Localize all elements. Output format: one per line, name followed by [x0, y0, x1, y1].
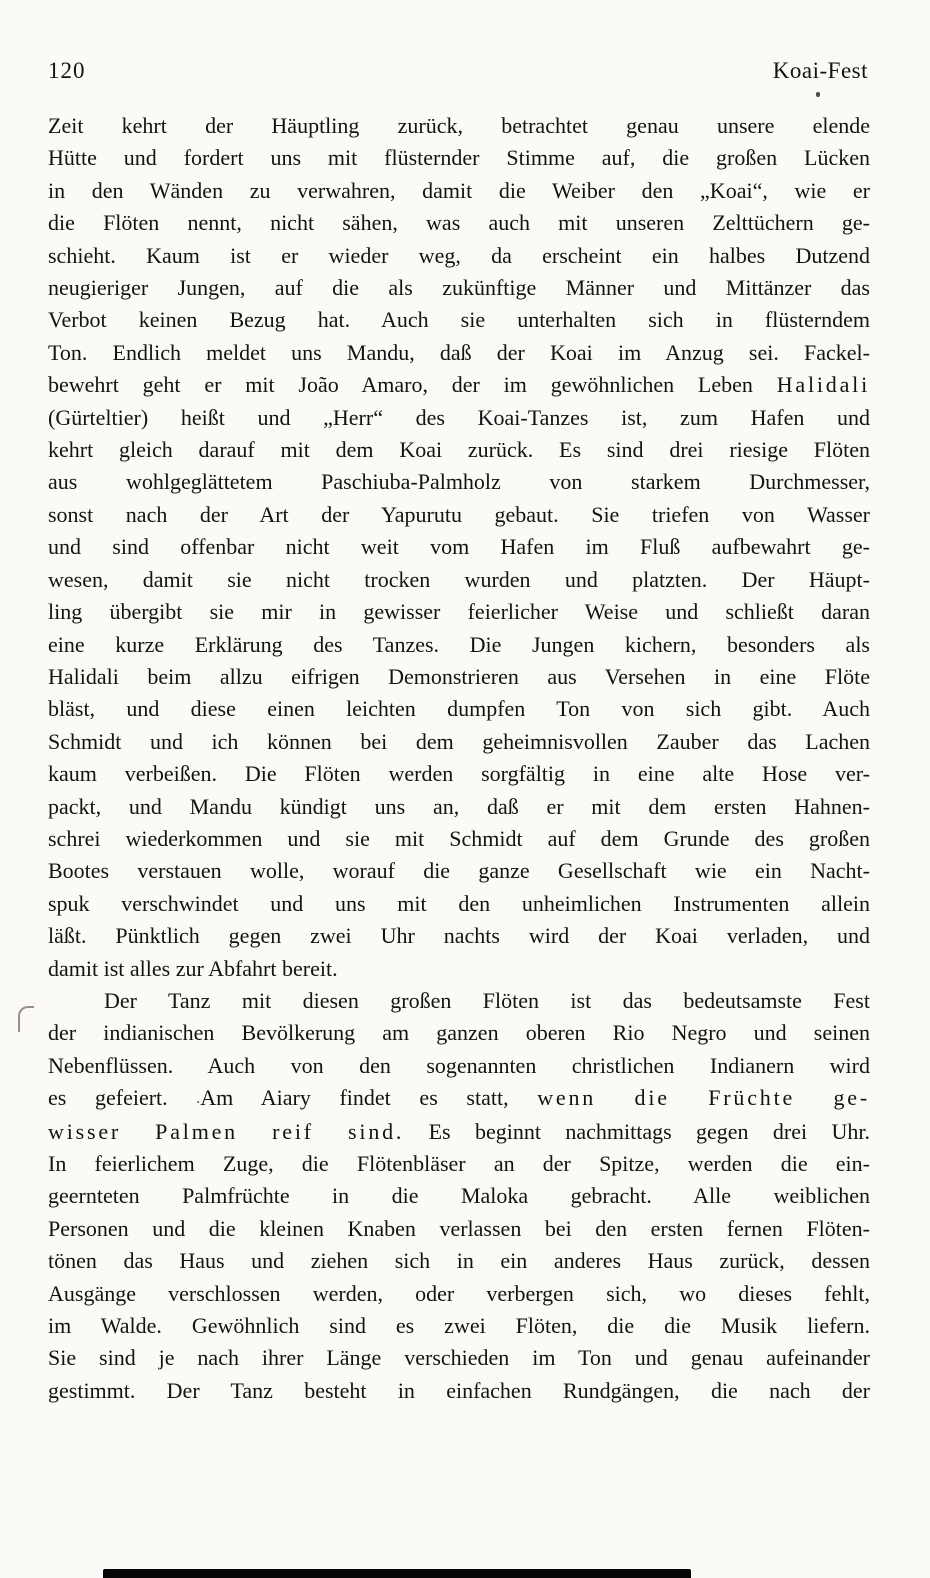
text-line: (Gürteltier) heißt und „Herr“ des Koai-Tanzes ist, zum Hafen und — [48, 404, 870, 430]
page-header — [0, 0, 930, 84]
text-line: Ton. Endlich meldet uns Mandu, daß der Koai im Anzug sei. Fackel- — [48, 339, 870, 365]
text-line: kehrt gleich darauf mit dem Koai zurück. Es sind drei riesige Flöten — [48, 437, 870, 463]
text-line: geernteten Palmfrüchte in die Maloka gebracht. Alle weiblichen — [48, 1183, 870, 1209]
text-line: Schmidt und ich können bei dem geheimnisvollen Zauber das Lachen — [48, 728, 870, 754]
text-line: spuk verschwindet und uns mit den unheimlichen Instrumenten allein — [48, 890, 870, 916]
text-line: gestimmt. Der Tanz besteht in einfachen Rundgängen, die nach der — [48, 1377, 870, 1403]
text-line — [48, 1082, 870, 1115]
text-segment: bewehrt geht er mit João Amaro, der im gewöhnlichen Leben — [48, 372, 777, 398]
text-segment: Es beginnt nachmittags gegen drei Uhr. — [404, 1118, 871, 1144]
text-line — [48, 1116, 870, 1148]
text-block — [48, 110, 870, 1407]
pencil-dot-mark: . — [196, 1090, 201, 1108]
text-line: Sie sind je nach ihrer Länge verschieden im Ton und genau aufeinander — [48, 1345, 870, 1371]
text-line — [48, 369, 870, 401]
text-segment: es gefeiert. — [48, 1085, 197, 1111]
text-line: bläst, und diese einen leichten dumpfen Ton von sich gibt. Auch — [48, 696, 870, 722]
running-header-title: Koai-Fest — [772, 58, 868, 83]
text-line: und sind offenbar nicht weit vom Hafen im Fluß aufbewahrt ge- — [48, 534, 870, 560]
letterspaced-emphasis-text: wenn die Früchte ge- — [537, 1085, 871, 1111]
text-line: Hütte und fordert uns mit flüsternder Stimme auf, die großen Lücken — [48, 145, 870, 171]
text-line: Halidali beim allzu eifrigen Demonstrieren aus Versehen in eine Flöte — [48, 663, 870, 689]
scan-artifact-bar — [103, 1569, 691, 1578]
text-line: Bootes verstauen wolle, worauf die ganze Gesellschaft wie ein Nacht- — [48, 858, 870, 884]
text-line: neugieriger Jungen, auf die als zukünftige Männer und Mittänzer das — [48, 275, 870, 301]
text-line: ling übergibt sie mir in gewisser feierlicher Weise und schließt daran — [48, 599, 870, 625]
text-line: kaum verbeißen. Die Flöten werden sorgfältig in eine alte Hose ver- — [48, 761, 870, 787]
text-line: aus wohlgeglättetem Paschiuba-Palmholz von starkem Durchmesser, — [48, 469, 870, 495]
text-line: Verbot keinen Bezug hat. Auch sie unterhalten sich in flüsterndem — [48, 307, 870, 333]
text-line: sonst nach der Art der Yapurutu gebaut. Sie triefen von Wasser — [48, 501, 870, 527]
text-line: Zeit kehrt der Häuptling zurück, betrachtet genau unsere elende — [48, 113, 870, 138]
text-line: die Flöten nennt, nicht sähen, was auch mit unseren Zelttüchern ge- — [48, 210, 870, 236]
text-line: Personen und die kleinen Knaben verlassen bei den ersten fernen Flöten- — [48, 1215, 870, 1241]
letterspaced-emphasis-text: wisser Palmen reif sind. — [48, 1118, 405, 1144]
text-line: schrei wiederkommen und sie mit Schmidt auf dem Grunde des großen — [48, 825, 870, 851]
text-line: Ausgänge verschlossen werden, oder verbergen sich, wo dieses fehlt, — [48, 1280, 870, 1306]
text-line: Der Tanz mit diesen großen Flöten ist das bedeutsamste Fest — [104, 987, 870, 1013]
page-number: 120 — [48, 58, 86, 83]
text-line: läßt. Pünktlich gegen zwei Uhr nachts wird der Koai verladen, und — [48, 923, 870, 949]
text-line: In feierlichem Zuge, die Flötenbläser an der Spitze, werden die ein- — [48, 1151, 870, 1176]
ink-speck-mark — [816, 92, 820, 97]
text-line: der indianischen Bevölkerung am ganzen oberen Rio Negro und seinen — [48, 1020, 870, 1046]
text-line: eine kurze Erklärung des Tanzes. Die Jungen kichern, besonders als — [48, 631, 870, 657]
text-line: packt, und Mandu kündigt uns an, daß er mit dem ersten Hahnen- — [48, 793, 870, 819]
text-line: damit ist alles zur Abfahrt bereit. — [48, 955, 338, 981]
text-line: wesen, damit sie nicht trocken wurden und platzten. Der Häupt- — [48, 566, 870, 592]
text-line: tönen das Haus und ziehen sich in ein anderes Haus zurück, dessen — [48, 1248, 870, 1274]
text-line: Nebenflüssen. Auch von den sogenannten christlichen Indianern wird — [48, 1052, 870, 1078]
text-line: schieht. Kaum ist er wieder weg, da erscheint ein halbes Dutzend — [48, 242, 870, 268]
text-line: im Walde. Gewöhnlich sind es zwei Flöten, die die Musik liefern. — [48, 1313, 870, 1339]
text-line: in den Wänden zu verwahren, damit die Weiber den „Koai“, wie er — [48, 177, 870, 203]
text-segment: Am Aiary findet es statt, — [200, 1085, 538, 1111]
pencil-margin-bracket-mark — [18, 1006, 34, 1032]
letterspaced-emphasis-text: Halidali — [776, 372, 870, 398]
